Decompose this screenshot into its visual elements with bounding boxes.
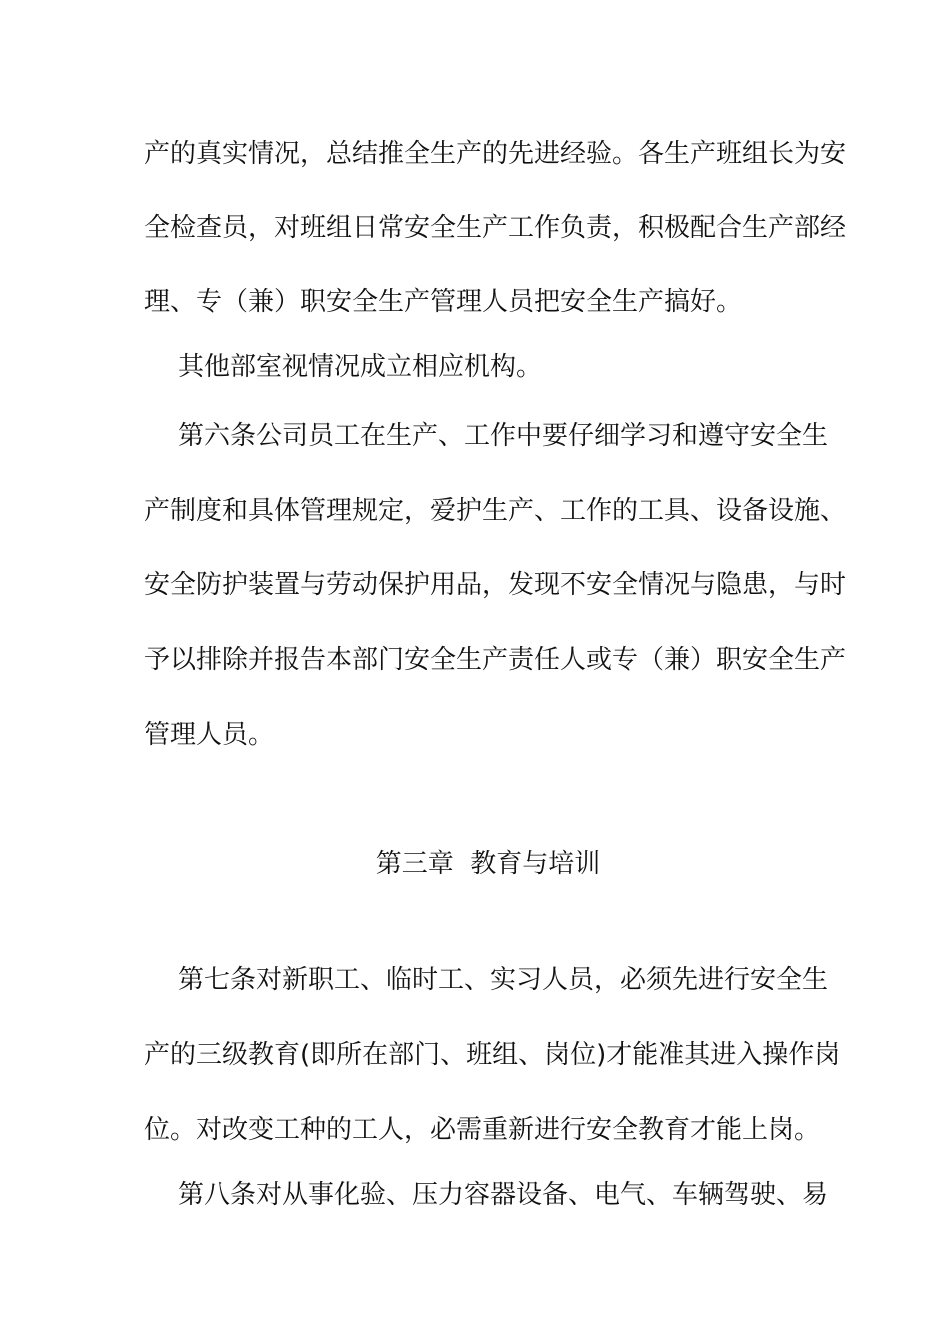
text-line-4: 其他部室视情况成立相应机构。	[178, 352, 543, 382]
text-line-1: 产的真实情况，总结推全生产的先进经验。各生产班组长为安	[144, 139, 847, 169]
chapter-heading: 第三章 教育与培训	[375, 849, 601, 879]
text-line-8: 予以排除并报告本部门安全生产责任人或专（兼）职安全生产	[144, 645, 847, 675]
text-line-9: 管理人员。	[144, 720, 275, 750]
text-line-12: 位。对改变工种的工人，必需重新进行安全教育才能上岗。	[144, 1115, 821, 1145]
text-line-5: 第六条公司员工在生产、工作中要仔细学习和遵守安全生	[178, 421, 829, 451]
text-line-11: 产的三级教育(即所在部门、班组、岗位)才能准其进入操作岗	[144, 1040, 841, 1070]
text-line-7: 安全防护装置与劳动保护用品，发现不安全情况与隐患，与时	[144, 570, 847, 600]
text-line-13: 第八条对从事化验、压力容器设备、电气、车辆驾驶、易	[178, 1180, 829, 1210]
text-line-2: 全检查员，对班组日常安全生产工作负责，积极配合生产部经	[144, 213, 847, 243]
text-line-10: 第七条对新职工、临时工、实习人员，必须先进行安全生	[178, 965, 829, 995]
text-line-6: 产制度和具体管理规定，爱护生产、工作的工具、设备设施、	[144, 496, 847, 526]
text-line-3: 理、专（兼）职安全生产管理人员把安全生产搞好。	[144, 287, 743, 317]
